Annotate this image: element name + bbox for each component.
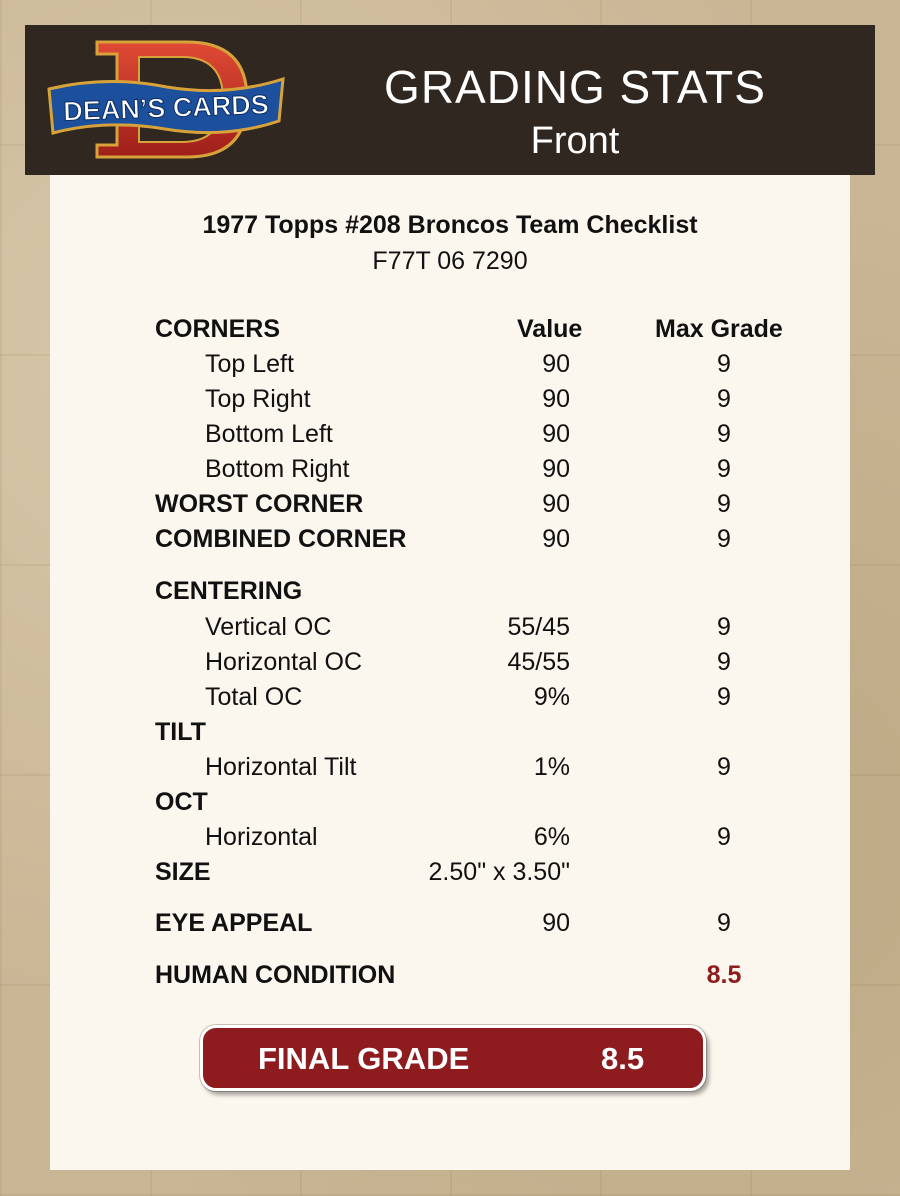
stat-max-grade: 9	[717, 420, 731, 448]
final-grade-button[interactable]	[200, 1025, 706, 1091]
stat-row-size	[50, 858, 850, 892]
corners-header-row	[50, 315, 850, 349]
stats-panel	[50, 175, 850, 1170]
stat-max-grade: 9	[717, 909, 731, 937]
stat-row-bottom-right	[50, 455, 850, 489]
stat-max-grade: 9	[717, 385, 731, 413]
section-label: TILT	[155, 718, 206, 746]
oct-header-row	[50, 788, 850, 822]
stat-value: 55/45	[507, 613, 570, 641]
cert-number: F77T 06 7290	[372, 247, 528, 275]
stat-row-worst-corner	[50, 490, 850, 524]
stat-value: 2.50" x 3.50"	[428, 858, 570, 886]
stat-value: 90	[542, 455, 570, 483]
deans-cards-logo	[47, 37, 287, 162]
stat-max-grade: 9	[717, 455, 731, 483]
stat-max-grade: 9	[717, 753, 731, 781]
stat-max-grade: 9	[717, 683, 731, 711]
final-grade-value: 8.5	[601, 1041, 645, 1076]
stat-max-grade: 9	[717, 823, 731, 851]
stat-value: 90	[542, 909, 570, 937]
stat-label: Top Left	[205, 350, 294, 378]
header-banner	[25, 25, 875, 175]
stat-max-grade: 9	[717, 490, 731, 518]
stat-row-bottom-left	[50, 420, 850, 454]
section-label: CENTERING	[155, 577, 303, 605]
stat-label: Total OC	[205, 683, 303, 711]
stat-row-horizontal-oc	[50, 648, 850, 682]
stat-value: 90	[542, 385, 570, 413]
max-grade-column-header: Max Grade	[655, 315, 783, 343]
stat-value: 45/55	[507, 648, 570, 676]
stat-max-grade: 9	[717, 648, 731, 676]
stat-label: HUMAN CONDITION	[155, 961, 396, 989]
centering-header-row	[50, 577, 850, 611]
final-grade-label: FINAL GRADE	[258, 1041, 470, 1076]
stat-value: 90	[542, 350, 570, 378]
stat-label: Bottom Left	[205, 420, 333, 448]
stat-label: Horizontal	[205, 823, 318, 851]
card-name: 1977 Topps #208 Broncos Team Checklist	[202, 211, 698, 239]
stat-label: Vertical OC	[205, 613, 332, 641]
stat-row-top-left	[50, 350, 850, 384]
stat-value: 9%	[533, 683, 570, 711]
stat-value: 90	[542, 525, 570, 553]
stat-max-grade: 9	[717, 525, 731, 553]
stat-row-total-oc	[50, 683, 850, 717]
stat-value: 1%	[533, 753, 570, 781]
stat-row-oct-horizontal	[50, 823, 850, 857]
stat-value: 6%	[533, 823, 570, 851]
page-title: GRADING STATS	[384, 61, 766, 113]
stat-label: Horizontal Tilt	[205, 753, 357, 781]
stat-row-top-right	[50, 385, 850, 419]
stat-max-grade: 9	[717, 613, 731, 641]
stat-row-combined-corner	[50, 525, 850, 559]
stat-label: COMBINED CORNER	[155, 525, 407, 553]
stat-label: Horizontal OC	[205, 648, 362, 676]
value-column-header: Value	[517, 315, 583, 343]
stat-label: Top Right	[205, 385, 311, 413]
svg-text:DEAN’S CARDS: DEAN’S CARDS	[62, 89, 270, 127]
section-label: OCT	[155, 788, 208, 816]
stat-label: EYE APPEAL	[155, 909, 313, 937]
stat-label: SIZE	[155, 858, 211, 886]
stat-row-human-condition	[50, 961, 850, 995]
stat-value: 90	[542, 490, 570, 518]
tilt-header-row	[50, 718, 850, 752]
page-subtitle: Front	[530, 120, 620, 162]
stat-row-horizontal-tilt	[50, 753, 850, 787]
stat-max-grade: 9	[717, 350, 731, 378]
stat-row-eye-appeal	[50, 909, 850, 943]
stat-value: 90	[542, 420, 570, 448]
stat-label: WORST CORNER	[155, 490, 364, 518]
human-condition-grade: 8.5	[706, 961, 742, 989]
stat-row-vertical-oc	[50, 613, 850, 647]
stat-label: Bottom Right	[205, 455, 350, 483]
section-label: CORNERS	[155, 315, 281, 343]
